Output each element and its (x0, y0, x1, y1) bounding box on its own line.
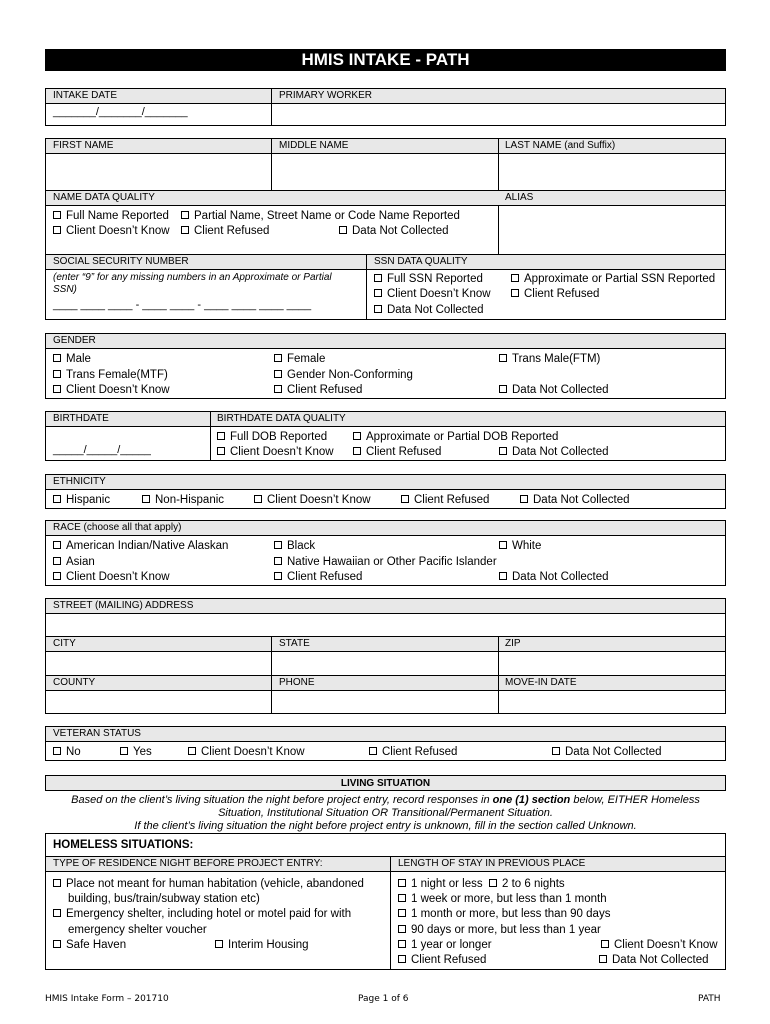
move-in-date-field[interactable] (499, 691, 726, 714)
opt-hispanic[interactable]: Hispanic (53, 493, 110, 507)
checkbox-icon (398, 955, 406, 963)
opt-safe-haven[interactable]: Safe Haven (53, 938, 126, 952)
homeless-label: HOMELESS SITUATIONS: (53, 839, 194, 851)
living-instructions-3: If the client’s living situation the night before project entry is unknown, fill in the section called Unknown. (134, 820, 637, 832)
checkbox-icon (254, 495, 262, 503)
checkbox-icon (499, 447, 507, 455)
opt-trans-male[interactable]: Trans Male(FTM) (499, 352, 600, 366)
ssn-section (45, 254, 726, 320)
name-quality-label: NAME DATA QUALITY (53, 192, 155, 203)
living-situation-label: LIVING SITUATION (340, 778, 431, 789)
opt-black[interactable]: Black (274, 539, 315, 553)
opt-emergency-shelter-cont: emergency shelter voucher (68, 924, 207, 936)
first-name-field[interactable] (46, 154, 271, 189)
opt-name-doesnt-know[interactable]: Client Doesn’t Know (53, 224, 170, 238)
state-label: STATE (279, 638, 310, 649)
last-name-label: LAST NAME (and Suffix) (505, 140, 616, 151)
gender-label: GENDER (53, 335, 96, 346)
opt-stay-doesnt-know[interactable]: Client Doesn’t Know (601, 938, 718, 952)
veteran-label: VETERAN STATUS (53, 728, 141, 739)
opt-race-refused[interactable]: Client Refused (274, 570, 362, 584)
checkbox-icon (53, 879, 61, 887)
intake-section (45, 88, 726, 126)
opt-native-hawaiian[interactable]: Native Hawaiian or Other Pacific Islander (274, 555, 497, 569)
checkbox-icon (398, 925, 406, 933)
checkbox-icon (353, 447, 361, 455)
race-section (45, 520, 726, 586)
opt-full-name[interactable]: Full Name Reported (53, 209, 169, 223)
intake-date-field[interactable]: _______/_______/_______ (53, 106, 188, 118)
checkbox-icon (401, 495, 409, 503)
opt-stay-1-week[interactable]: 1 week or more, but less than 1 month (398, 892, 607, 906)
opt-gender-not-collected[interactable]: Data Not Collected (499, 383, 609, 397)
opt-interim-housing[interactable]: Interim Housing (215, 938, 309, 952)
opt-eth-not-collected[interactable]: Data Not Collected (520, 493, 630, 507)
checkbox-icon (511, 289, 519, 297)
checkbox-icon (53, 354, 61, 362)
checkbox-icon (374, 289, 382, 297)
opt-stay-1-night[interactable]: 1 night or less (398, 877, 483, 891)
ethnicity-section (45, 474, 726, 509)
opt-place-not-meant[interactable]: Place not meant for human habitation (vehicle, abandoned (53, 877, 364, 891)
checkbox-icon (53, 211, 61, 219)
opt-partial-dob[interactable]: Approximate or Partial DOB Reported (353, 430, 558, 444)
veteran-section (45, 726, 726, 761)
checkbox-icon (499, 354, 507, 362)
alias-field[interactable] (499, 206, 726, 255)
opt-dob-doesnt-know[interactable]: Client Doesn’t Know (217, 445, 334, 459)
footer-program: PATH (698, 994, 721, 1004)
opt-dob-refused[interactable]: Client Refused (353, 445, 441, 459)
checkbox-icon (53, 541, 61, 549)
checkbox-icon (53, 909, 61, 917)
checkbox-icon (274, 572, 282, 580)
opt-full-ssn[interactable]: Full SSN Reported (374, 272, 483, 286)
opt-female[interactable]: Female (274, 352, 325, 366)
state-field[interactable] (272, 652, 498, 675)
opt-stay-90-days[interactable]: 90 days or more, but less than 1 year (398, 923, 601, 937)
checkbox-icon (217, 432, 225, 440)
opt-non-hispanic[interactable]: Non-Hispanic (142, 493, 224, 507)
checkbox-icon (181, 226, 189, 234)
ssn-quality-label: SSN DATA QUALITY (374, 256, 468, 267)
primary-worker-field[interactable] (272, 104, 726, 126)
phone-field[interactable] (272, 691, 498, 714)
checkbox-icon (398, 940, 406, 948)
checkbox-icon (601, 940, 609, 948)
footer-page-number: Page 1 of 6 (358, 994, 409, 1004)
middle-name-label: MIDDLE NAME (279, 140, 349, 151)
opt-gender-doesnt-know[interactable]: Client Doesn’t Know (53, 383, 170, 397)
opt-race-doesnt-know[interactable]: Client Doesn’t Know (53, 570, 170, 584)
opt-full-dob[interactable]: Full DOB Reported (217, 430, 327, 444)
form-title: HMIS INTAKE - PATH (45, 49, 726, 71)
ssn-label: SOCIAL SECURITY NUMBER (53, 256, 189, 267)
last-name-field[interactable] (499, 154, 726, 189)
opt-male[interactable]: Male (53, 352, 91, 366)
alias-label: ALIAS (505, 192, 534, 203)
opt-eth-refused[interactable]: Client Refused (401, 493, 489, 507)
checkbox-icon (339, 226, 347, 234)
opt-vet-doesnt-know[interactable]: Client Doesn’t Know (188, 745, 305, 759)
opt-emergency-shelter[interactable]: Emergency shelter, including hotel or motel paid for with (53, 907, 351, 921)
opt-stay-2-6-nights[interactable]: 2 to 6 nights (489, 877, 565, 891)
opt-asian[interactable]: Asian (53, 555, 95, 569)
checkbox-icon (489, 879, 497, 887)
primary-worker-label: PRIMARY WORKER (279, 90, 372, 101)
checkbox-icon (374, 274, 382, 282)
checkbox-icon (398, 879, 406, 887)
checkbox-icon (374, 305, 382, 313)
checkbox-icon (499, 572, 507, 580)
ssn-field[interactable]: ____ ____ ____ - ____ ____ - ____ ____ ____ ____ (53, 299, 312, 311)
opt-stay-refused[interactable]: Client Refused (398, 953, 486, 967)
county-label: COUNTY (53, 677, 96, 688)
checkbox-icon (274, 370, 282, 378)
living-instructions-1: Based on the client’s living situation the night before project entry, record responses in one (1) section below, EITHER Homeless (71, 794, 700, 806)
city-label: CITY (53, 638, 76, 649)
opt-stay-1-month[interactable]: 1 month or more, but less than 90 days (398, 907, 610, 921)
opt-dob-not-collected[interactable]: Data Not Collected (499, 445, 609, 459)
birthdate-label: BIRTHDATE (53, 413, 109, 424)
zip-field[interactable] (499, 652, 726, 675)
name-section (45, 138, 726, 255)
opt-ssn-doesnt-know[interactable]: Client Doesn’t Know (374, 287, 491, 301)
opt-trans-female[interactable]: Trans Female(MTF) (53, 368, 168, 382)
checkbox-icon (53, 747, 61, 755)
checkbox-icon (274, 557, 282, 565)
checkbox-icon (274, 541, 282, 549)
checkbox-icon (188, 747, 196, 755)
checkbox-icon (353, 432, 361, 440)
checkbox-icon (53, 572, 61, 580)
zip-label: ZIP (505, 638, 521, 649)
checkbox-icon (274, 385, 282, 393)
checkbox-icon (215, 940, 223, 948)
checkbox-icon (53, 226, 61, 234)
address-section (45, 598, 726, 714)
opt-partial-ssn[interactable]: Approximate or Partial SSN Reported (511, 272, 715, 286)
checkbox-icon (398, 909, 406, 917)
race-label: RACE (choose all that apply) (53, 522, 182, 533)
footer-form-id: HMIS Intake Form – 201710 (45, 994, 169, 1004)
opt-name-refused[interactable]: Client Refused (181, 224, 269, 238)
middle-name-field[interactable] (272, 154, 498, 189)
checkbox-icon (181, 211, 189, 219)
phone-label: PHONE (279, 677, 315, 688)
birthdate-quality-label: BIRTHDATE DATA QUALITY (217, 413, 346, 424)
ssn-note: (enter “9” for any missing numbers in an Approximate or Partial SSN) (53, 272, 332, 295)
checkbox-icon (499, 541, 507, 549)
gender-section (45, 333, 726, 399)
checkbox-icon (274, 354, 282, 362)
county-field[interactable] (46, 691, 271, 714)
checkbox-icon (511, 274, 519, 282)
opt-vet-no[interactable]: No (53, 745, 81, 759)
living-situation-header (45, 775, 726, 791)
opt-race-not-collected[interactable]: Data Not Collected (499, 570, 609, 584)
street-address-label: STREET (MAILING) ADDRESS (53, 600, 194, 611)
checkbox-icon (499, 385, 507, 393)
ethnicity-label: ETHNICITY (53, 476, 106, 487)
opt-gender-refused[interactable]: Client Refused (274, 383, 362, 397)
checkbox-icon (369, 747, 377, 755)
checkbox-icon (53, 495, 61, 503)
opt-partial-name[interactable]: Partial Name, Street Name or Code Name Reported (181, 209, 460, 223)
checkbox-icon (53, 385, 61, 393)
opt-ssn-refused[interactable]: Client Refused (511, 287, 599, 301)
opt-name-not-collected[interactable]: Data Not Collected (339, 224, 449, 238)
move-in-date-label: MOVE-IN DATE (505, 677, 577, 688)
birthdate-field[interactable]: _____/_____/_____ (53, 444, 151, 456)
intake-date-label: INTAKE DATE (53, 90, 118, 101)
checkbox-icon (552, 747, 560, 755)
checkbox-icon (53, 370, 61, 378)
birthdate-section (45, 411, 726, 461)
first-name-label: FIRST NAME (53, 140, 114, 151)
checkbox-icon (520, 495, 528, 503)
city-field[interactable] (46, 652, 271, 675)
opt-ssn-not-collected[interactable]: Data Not Collected (374, 303, 484, 317)
opt-vet-not-collected[interactable]: Data Not Collected (552, 745, 662, 759)
opt-vet-yes[interactable]: Yes (120, 745, 152, 759)
checkbox-icon (599, 955, 607, 963)
street-address-field[interactable] (46, 614, 726, 636)
length-of-stay-label: LENGTH OF STAY IN PREVIOUS PLACE (398, 858, 586, 869)
opt-white[interactable]: White (499, 539, 541, 553)
checkbox-icon (120, 747, 128, 755)
opt-american-indian[interactable]: American Indian/Native Alaskan (53, 539, 228, 553)
checkbox-icon (53, 940, 61, 948)
opt-place-not-meant-cont: building, bus/train/subway station etc) (68, 893, 260, 905)
checkbox-icon (398, 894, 406, 902)
opt-vet-refused[interactable]: Client Refused (369, 745, 457, 759)
opt-eth-doesnt-know[interactable]: Client Doesn’t Know (254, 493, 371, 507)
opt-non-conforming[interactable]: Gender Non-Conforming (274, 368, 413, 382)
checkbox-icon (217, 447, 225, 455)
opt-stay-not-collected[interactable]: Data Not Collected (599, 953, 709, 967)
checkbox-icon (142, 495, 150, 503)
opt-stay-1-year[interactable]: 1 year or longer (398, 938, 492, 952)
residence-type-label: TYPE OF RESIDENCE NIGHT BEFORE PROJECT ENTRY: (53, 858, 323, 869)
homeless-section (45, 833, 726, 970)
living-instructions-2: Situation, Institutional Situation OR Transitional/Permanent Situation. (218, 807, 553, 819)
checkbox-icon (53, 557, 61, 565)
